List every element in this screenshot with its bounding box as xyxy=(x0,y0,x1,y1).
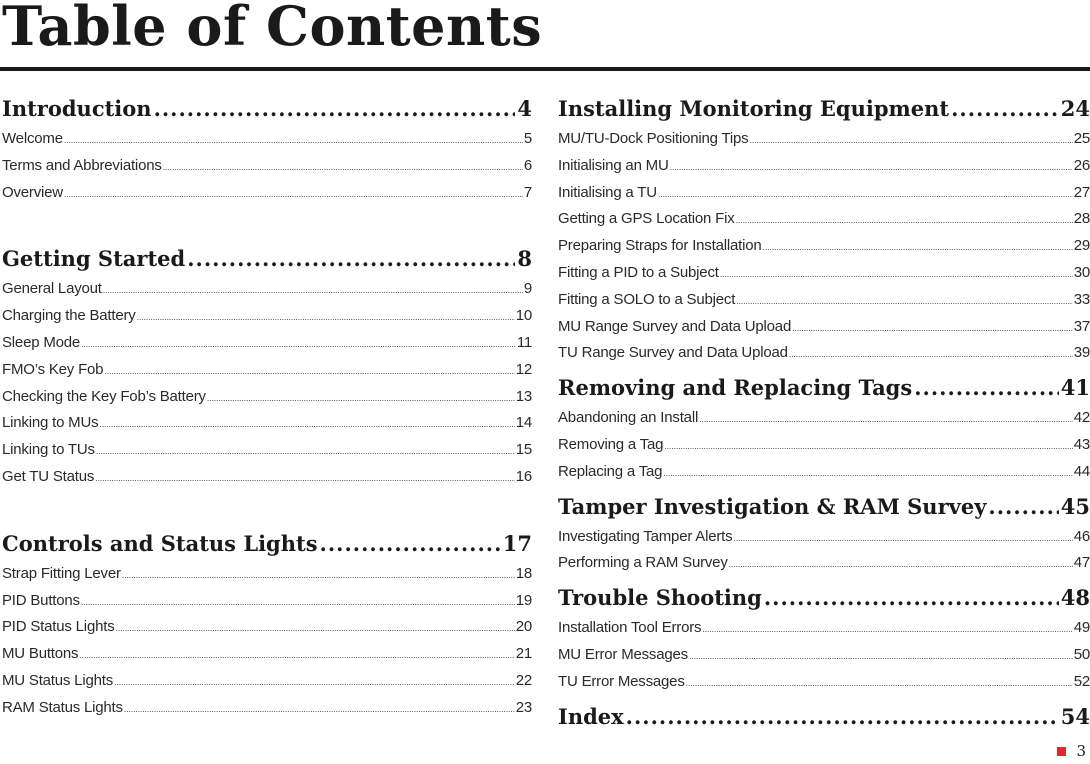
toc-section xyxy=(2,527,532,722)
toc-entry[interactable] xyxy=(558,287,1090,314)
dot-leader xyxy=(951,92,1059,126)
toc-entry[interactable] xyxy=(558,314,1090,341)
toc-section xyxy=(2,242,532,490)
toc-entry-label: PID Status Lights xyxy=(2,618,115,636)
toc-heading-page: 41 xyxy=(1060,375,1090,401)
toc-entry-label: Welcome xyxy=(2,130,63,147)
toc-entry-page: 11 xyxy=(516,333,532,351)
toc-entry[interactable] xyxy=(558,126,1090,153)
dot-leader xyxy=(664,433,1072,460)
toc-heading-label: Controls and Status Lights xyxy=(2,530,318,556)
toc-entry-page: 33 xyxy=(1073,290,1090,308)
dot-leader xyxy=(122,562,515,589)
toc-entry-page: 10 xyxy=(515,307,532,325)
toc-entry-label: Removing a Tag xyxy=(558,435,664,453)
toc-entry-page: 52 xyxy=(1073,672,1090,690)
toc-entry[interactable] xyxy=(2,384,532,411)
toc-entry[interactable] xyxy=(2,588,532,615)
toc-entry-label: MU Buttons xyxy=(2,645,79,663)
dot-leader xyxy=(64,127,523,154)
toc-heading[interactable] xyxy=(2,242,532,276)
toc-entry-page: 37 xyxy=(1073,317,1090,335)
toc-entry[interactable] xyxy=(558,642,1090,669)
dot-leader xyxy=(137,304,515,331)
dot-leader xyxy=(658,181,1073,208)
toc-entry-page: 23 xyxy=(515,698,532,716)
toc-heading-label: Getting Started xyxy=(2,246,186,272)
toc-entry-page: 21 xyxy=(515,645,532,663)
toc-entry[interactable] xyxy=(2,695,532,722)
toc-heading[interactable] xyxy=(558,581,1090,615)
toc-entry-page: 18 xyxy=(515,564,532,582)
toc-entry-label: Initialising an MU xyxy=(558,156,669,174)
toc-heading-page: 8 xyxy=(517,246,532,272)
toc-entry[interactable] xyxy=(2,276,532,303)
toc-heading-label: Tamper Investigation & RAM Survey xyxy=(558,493,987,519)
toc-entry-label: TU Error Messages xyxy=(558,672,685,690)
toc-entry-label: Strap Fitting Lever xyxy=(2,564,121,582)
toc-entry[interactable] xyxy=(558,524,1090,551)
toc-entry-page: 16 xyxy=(515,467,532,485)
toc-heading[interactable] xyxy=(558,490,1090,524)
dot-leader xyxy=(750,127,1073,154)
toc-heading-page: 54 xyxy=(1060,703,1090,729)
dot-leader xyxy=(702,616,1072,643)
toc-entry[interactable] xyxy=(2,303,532,330)
toc-entry-label: RAM Status Lights xyxy=(2,698,123,716)
toc-entry-page: 42 xyxy=(1073,409,1090,427)
toc-heading[interactable] xyxy=(2,92,532,126)
toc-right-column xyxy=(558,92,1090,734)
toc-entry-page: 46 xyxy=(1073,527,1090,545)
toc-entry-page: 50 xyxy=(1073,645,1090,663)
dot-leader xyxy=(99,411,514,438)
dot-leader xyxy=(686,670,1073,697)
toc-entry-label: TU Range Survey and Data Upload xyxy=(558,344,788,362)
dot-leader xyxy=(103,277,523,304)
toc-entry[interactable] xyxy=(558,459,1090,486)
toc-heading-label: Trouble Shooting xyxy=(558,585,762,611)
toc-entry-label: Preparing Straps for Installation xyxy=(558,237,762,255)
toc-entry-label: FMO’s Key Fob xyxy=(2,360,104,378)
toc-entry-label: Getting a GPS Location Fix xyxy=(558,210,735,228)
toc-entry[interactable] xyxy=(2,180,532,207)
toc-section xyxy=(558,700,1090,734)
dot-leader xyxy=(729,551,1073,578)
toc-entry[interactable] xyxy=(2,153,532,180)
toc-entry-page: 12 xyxy=(515,360,532,378)
toc-entry-page: 6 xyxy=(523,156,532,174)
toc-entry-label: Charging the Battery xyxy=(2,307,136,325)
toc-entry-label: Get TU Status xyxy=(2,467,95,485)
dot-leader xyxy=(720,261,1073,288)
toc-entry-label: Sleep Mode xyxy=(2,333,81,351)
toc-entry[interactable] xyxy=(2,410,532,437)
toc-entry-page: 49 xyxy=(1073,619,1090,637)
toc-entry[interactable] xyxy=(558,340,1090,367)
toc-entry[interactable] xyxy=(558,260,1090,287)
page-number: 3 xyxy=(1076,742,1086,760)
dot-leader xyxy=(95,465,515,492)
toc-heading-label: Installing Monitoring Equipment xyxy=(558,96,950,121)
toc-entry-label: MU Range Survey and Data Upload xyxy=(558,317,792,335)
toc-heading-label: Index xyxy=(558,703,624,729)
dot-leader xyxy=(733,525,1072,552)
toc-heading-label: Introduction xyxy=(2,96,152,121)
toc-heading-label: Removing and Replacing Tags xyxy=(558,375,913,401)
toc-left-column xyxy=(2,92,532,722)
toc-section xyxy=(558,581,1090,695)
toc-entry-page: 47 xyxy=(1073,554,1090,572)
dot-leader xyxy=(124,696,515,723)
dot-leader xyxy=(64,181,523,208)
toc-heading-page: 24 xyxy=(1060,96,1090,121)
dot-leader xyxy=(789,341,1073,368)
toc-entry[interactable] xyxy=(2,437,532,464)
toc-entry-label: Overview xyxy=(2,183,63,201)
dot-leader xyxy=(689,643,1073,670)
toc-entry-page: 39 xyxy=(1073,344,1090,362)
toc-entry-page: 15 xyxy=(515,441,532,459)
toc-entry-page: 14 xyxy=(515,414,532,432)
dot-leader xyxy=(81,331,516,358)
dot-leader xyxy=(320,527,501,561)
toc-entry-label: Checking the Key Fob’s Battery xyxy=(2,387,206,405)
dot-leader xyxy=(163,154,523,181)
dot-leader xyxy=(699,406,1073,433)
dot-leader xyxy=(116,615,515,642)
toc-entry-page: 43 xyxy=(1073,435,1090,453)
toc-section xyxy=(558,92,1090,367)
toc-entry-label: Investigating Tamper Alerts xyxy=(558,527,733,545)
dot-leader xyxy=(988,490,1058,524)
toc-entry-page: 25 xyxy=(1073,130,1090,147)
toc-entry[interactable] xyxy=(2,668,532,695)
dot-leader xyxy=(764,581,1059,615)
toc-entry[interactable] xyxy=(558,206,1090,233)
toc-entry-label: Initialising a TU xyxy=(558,183,657,201)
toc-heading-page: 48 xyxy=(1060,585,1090,611)
toc-entry-page: 30 xyxy=(1073,263,1090,281)
red-square-icon xyxy=(1057,747,1066,756)
dot-leader xyxy=(736,207,1073,234)
toc-entry-page: 7 xyxy=(523,183,532,201)
toc-entry-label: PID Buttons xyxy=(2,591,80,609)
dot-leader xyxy=(79,642,514,669)
toc-entry[interactable] xyxy=(558,615,1090,642)
title-divider xyxy=(0,67,1090,71)
toc-entry[interactable] xyxy=(2,641,532,668)
toc-entry-label: Linking to MUs xyxy=(2,414,99,432)
dot-leader xyxy=(207,385,515,412)
dot-leader xyxy=(914,371,1059,405)
toc-section xyxy=(558,371,1090,485)
toc-entry[interactable] xyxy=(2,464,532,491)
toc-entry[interactable] xyxy=(2,330,532,357)
dot-leader xyxy=(736,288,1073,315)
dot-leader xyxy=(670,154,1073,181)
toc-heading[interactable] xyxy=(558,700,1090,734)
toc-entry-label: Linking to TUs xyxy=(2,441,95,459)
toc-entry[interactable] xyxy=(2,614,532,641)
toc-section xyxy=(558,490,1090,578)
dot-leader xyxy=(792,315,1073,342)
toc-heading-page: 17 xyxy=(502,530,532,556)
toc-entry-page: 27 xyxy=(1073,183,1090,201)
dot-leader xyxy=(763,234,1073,261)
toc-entry-label: Abandoning an Install xyxy=(558,409,699,427)
toc-entry-label: MU/TU-Dock Positioning Tips xyxy=(558,130,749,147)
page-title: Table of Contents xyxy=(2,0,543,58)
page-footer xyxy=(1057,738,1086,764)
dot-leader xyxy=(114,669,515,696)
toc-entry-label: General Layout xyxy=(2,280,102,298)
toc-entry-label: Installation Tool Errors xyxy=(558,619,702,637)
toc-entry-label: MU Status Lights xyxy=(2,671,114,689)
toc-entry-page: 29 xyxy=(1073,237,1090,255)
toc-entry-label: Fitting a PID to a Subject xyxy=(558,263,719,281)
toc-section xyxy=(2,92,532,206)
toc-entry-page: 20 xyxy=(515,618,532,636)
dot-leader xyxy=(154,92,516,126)
toc-entry-label: Fitting a SOLO to a Subject xyxy=(558,290,736,308)
dot-leader xyxy=(96,438,515,465)
toc-entry-page: 9 xyxy=(523,280,532,298)
toc-entry-page: 22 xyxy=(515,671,532,689)
toc-entry[interactable] xyxy=(558,405,1090,432)
toc-entry-page: 28 xyxy=(1073,210,1090,228)
toc-entry-page: 44 xyxy=(1073,462,1090,480)
toc-heading[interactable] xyxy=(558,92,1090,126)
toc-entry[interactable] xyxy=(2,561,532,588)
toc-heading-page: 45 xyxy=(1060,493,1090,519)
toc-heading[interactable] xyxy=(2,527,532,561)
toc-heading-page: 4 xyxy=(517,96,532,121)
toc-entry-label: MU Error Messages xyxy=(558,645,688,663)
toc-entry[interactable] xyxy=(558,153,1090,180)
toc-heading[interactable] xyxy=(558,371,1090,405)
toc-entry[interactable] xyxy=(2,126,532,153)
toc-entry-label: Replacing a Tag xyxy=(558,462,663,480)
toc-entry[interactable] xyxy=(558,669,1090,696)
dot-leader xyxy=(626,700,1059,734)
dot-leader xyxy=(187,242,515,276)
toc-entry[interactable] xyxy=(558,550,1090,577)
toc-entry-page: 19 xyxy=(515,591,532,609)
toc-entry-page: 13 xyxy=(515,387,532,405)
dot-leader xyxy=(81,589,515,616)
toc-entry-label: Performing a RAM Survey xyxy=(558,554,728,572)
toc-entry[interactable] xyxy=(558,180,1090,207)
dot-leader xyxy=(104,358,514,385)
toc-entry-page: 5 xyxy=(523,130,532,147)
toc-entry[interactable] xyxy=(558,233,1090,260)
toc-entry[interactable] xyxy=(558,432,1090,459)
toc-entry-page: 26 xyxy=(1073,156,1090,174)
toc-entry-label: Terms and Abbreviations xyxy=(2,156,162,174)
toc-entry[interactable] xyxy=(2,357,532,384)
dot-leader xyxy=(663,460,1072,487)
